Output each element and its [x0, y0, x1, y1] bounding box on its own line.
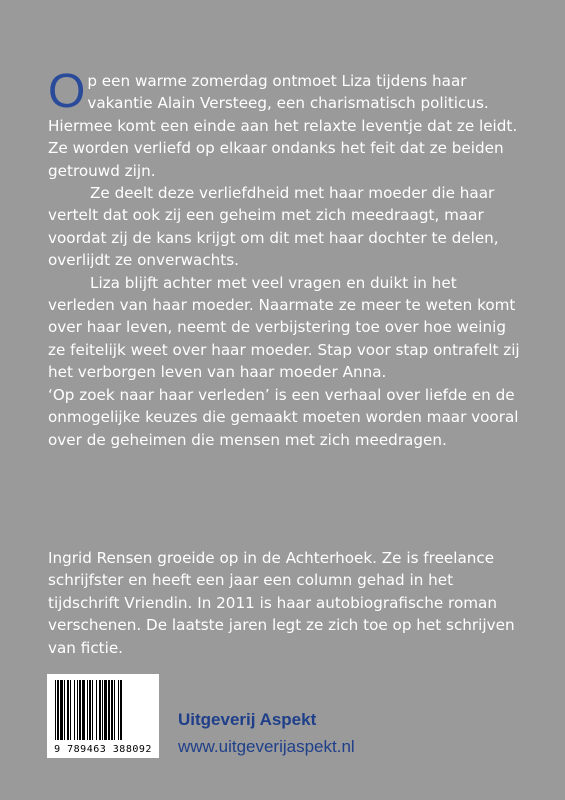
isbn-barcode: [47, 674, 159, 758]
barcode-bar: [64, 680, 65, 740]
drop-cap: O: [48, 65, 86, 118]
barcode-bar: [114, 680, 115, 740]
barcode-bar: [82, 680, 85, 740]
author-bio-text: Ingrid Rensen groeide op in de Achterhoek. Ze is freelance schrijfster en heeft een jaar een column gehad in het tijdschrift Vriendin. In 2011 is haar autobiografische roman verschenen. De laatste jaren legt ze zich toe op het schrijven van fictie.: [48, 549, 515, 657]
blurb-paragraph-2: Ze deelt deze verliefdheid met haar moeder die haar vertelt dat ook zij een geheim met zich meedraagt, maar voordat zij de kans krijgt om dit met haar dochter te delen, overlijdt ze onverwachts.: [48, 184, 499, 270]
barcode-bar: [67, 680, 69, 740]
author-bio: [48, 547, 528, 659]
blurb-paragraph-4: ‘Op zoek naar haar verleden’ is een verhaal over liefde en de onmogelijke keuzes die gemaakt moeten worden maar vooral over de geheimen die mensen met zich meedragen.: [48, 385, 519, 449]
back-cover-blurb: [48, 65, 528, 451]
barcode-bar: [102, 680, 103, 740]
blurb-paragraph-1: [48, 65, 528, 182]
barcode-bars: [53, 680, 153, 740]
blurb-paragraph-3: Liza blijft achter met veel vragen en duikt in het verleden van haar moeder. Naarmate ze meer te weten komt over haar leven, neemt de verbijstering toe over hoe weinig ze feitelijk weet over haar moeder. Stap voor stap ontrafelt zij het verborgen leven van haar moeder Anna.: [48, 273, 520, 382]
barcode-bar: [111, 680, 113, 740]
barcode-bar: [60, 680, 63, 740]
barcode-bar: [79, 680, 81, 740]
barcode-bar: [74, 680, 75, 740]
barcode-bar: [92, 680, 93, 740]
barcode-bar: [55, 680, 56, 740]
barcode-bar: [70, 680, 71, 740]
barcode-bar: [108, 680, 110, 740]
isbn-number: 9 789463 388092: [54, 744, 152, 755]
barcode-bar: [104, 680, 107, 740]
barcode-bar: [118, 680, 119, 740]
blurb-paragraph-1-text: p een warme zomerdag ontmoet Liza tijdens haar vakantie Alain Versteeg, een charismatisch politicus. Hiermee komt een einde aan het relaxte leventje dat ze leidt. Ze worden verliefd op elkaar ondanks het feit dat ze beiden getrouwd zijn.: [48, 72, 518, 180]
barcode-bar: [99, 680, 101, 740]
barcode-bar: [77, 680, 78, 740]
barcode-bar: [120, 680, 122, 740]
barcode-bar: [57, 680, 59, 740]
barcode-bar: [89, 680, 91, 740]
barcode-bar: [96, 680, 97, 740]
publisher-website-link[interactable]: www.uitgeverijaspekt.nl: [178, 737, 355, 756]
publisher-name: Uitgeverij Aspekt: [178, 710, 317, 729]
barcode-bar: [87, 680, 88, 740]
